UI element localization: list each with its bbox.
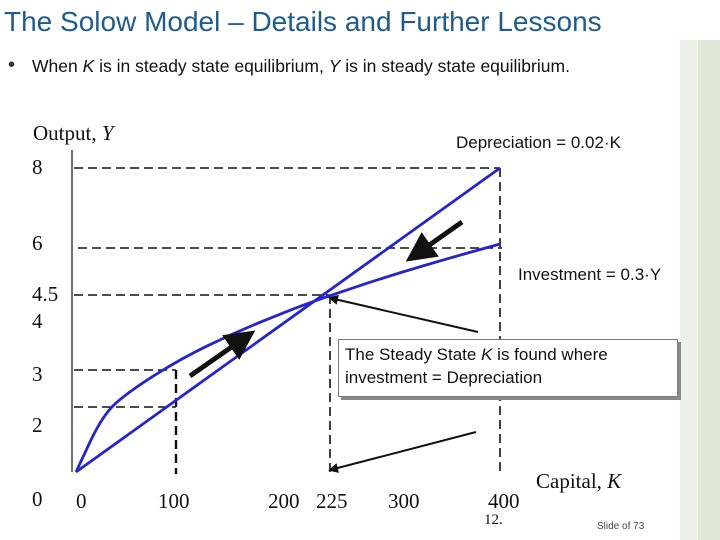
investment-label: Investment = 0.3·Y xyxy=(518,265,662,284)
depreciation-label: Depreciation = 0.02·K xyxy=(456,133,621,152)
x-tick-label: 200 xyxy=(268,489,300,513)
callout-pointer-to-axis xyxy=(330,432,476,470)
y-tick-label: 8 xyxy=(32,155,43,179)
x-tick-label: 0 xyxy=(76,489,87,513)
y-tick-label: 6 xyxy=(32,231,43,255)
x-tick-label: 100 xyxy=(158,489,190,513)
y-tick-label: 4 xyxy=(32,309,43,333)
y-tick-label: 4.5 xyxy=(32,282,59,306)
y-axis-label: Output, Y xyxy=(33,121,114,145)
bullet-text: When K is in steady state equilibrium, Y is in steady state equilibrium. xyxy=(32,56,570,76)
bullet-marker: • xyxy=(8,54,16,76)
y-tick-label: 2 xyxy=(32,413,43,437)
x-axis-label: Capital, K xyxy=(536,469,622,493)
x-tick-label: 225 xyxy=(316,489,348,513)
footer-slide-counter: Slide of 73 xyxy=(597,521,645,532)
callout-pointer-to-intersection xyxy=(330,298,478,332)
steady-state-callout: The Steady State K is found where investment = Depreciation xyxy=(338,339,678,397)
y-tick-label: 3 xyxy=(32,362,43,386)
y-tick-label: 0 xyxy=(32,487,43,511)
convergence-arrow-left xyxy=(418,222,462,253)
depreciation-line xyxy=(76,168,500,472)
x-tick-label: 400 xyxy=(488,489,520,513)
slide-title: The Solow Model – Details and Further Lessons xyxy=(4,6,602,37)
footer-number: 12. xyxy=(484,512,503,528)
x-tick-label: 300 xyxy=(388,489,420,513)
